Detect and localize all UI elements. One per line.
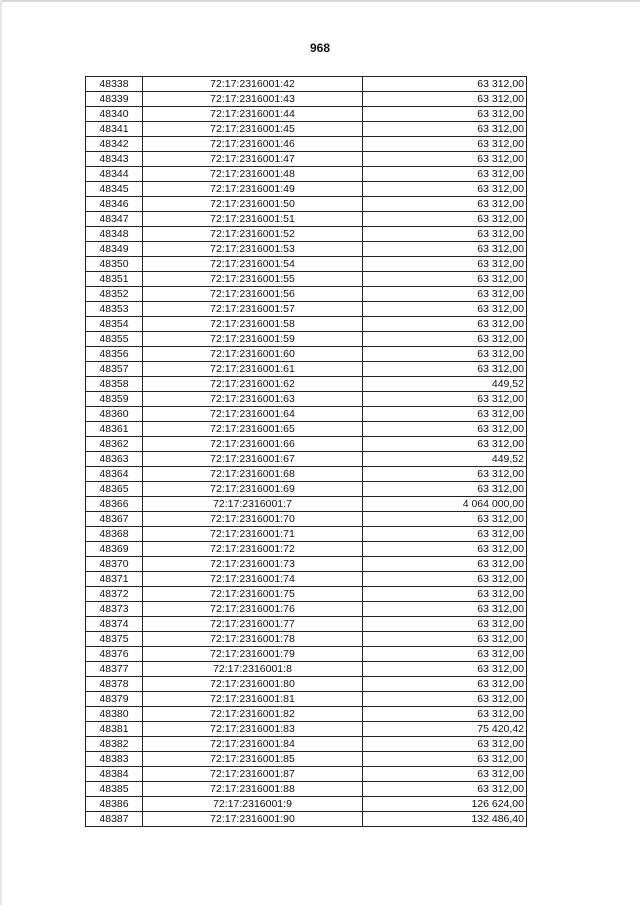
table-row	[86, 302, 527, 317]
cadastral-number-cell: 72:17:2316001:63	[143, 392, 363, 407]
row-number-cell: 48377	[86, 662, 143, 677]
value-cell: 63 312,00	[363, 257, 527, 272]
cadastral-number-cell: 72:17:2316001:61	[143, 362, 363, 377]
cadastral-number-cell: 72:17:2316001:80	[143, 677, 363, 692]
cadastral-number-cell: 72:17:2316001:85	[143, 752, 363, 767]
value-cell: 63 312,00	[363, 197, 527, 212]
row-number-cell: 48360	[86, 407, 143, 422]
value-cell: 63 312,00	[363, 107, 527, 122]
row-number-cell: 48382	[86, 737, 143, 752]
value-cell: 63 312,00	[363, 632, 527, 647]
cadastral-number-cell: 72:17:2316001:55	[143, 272, 363, 287]
table-row	[86, 362, 527, 377]
table-row	[86, 797, 527, 812]
row-number-cell: 48340	[86, 107, 143, 122]
table-row	[86, 542, 527, 557]
cadastral-number-cell: 72:17:2316001:8	[143, 662, 363, 677]
cadastral-number-cell: 72:17:2316001:65	[143, 422, 363, 437]
value-cell: 126 624,00	[363, 797, 527, 812]
value-cell: 63 312,00	[363, 302, 527, 317]
row-number-cell: 48365	[86, 482, 143, 497]
value-cell: 63 312,00	[363, 227, 527, 242]
value-cell: 63 312,00	[363, 122, 527, 137]
row-number-cell: 48375	[86, 632, 143, 647]
scan-edge-left	[0, 0, 2, 905]
value-cell: 63 312,00	[363, 332, 527, 347]
value-cell: 63 312,00	[363, 287, 527, 302]
row-number-cell: 48373	[86, 602, 143, 617]
cadastral-number-cell: 72:17:2316001:83	[143, 722, 363, 737]
row-number-cell: 48381	[86, 722, 143, 737]
table-row	[86, 122, 527, 137]
table-row	[86, 782, 527, 797]
table-row	[86, 482, 527, 497]
table-row	[86, 632, 527, 647]
table-row	[86, 752, 527, 767]
table-row	[86, 557, 527, 572]
table-row	[86, 257, 527, 272]
value-cell: 63 312,00	[363, 392, 527, 407]
row-number-cell: 48386	[86, 797, 143, 812]
row-number-cell: 48338	[86, 77, 143, 92]
table-row	[86, 242, 527, 257]
cadastral-number-cell: 72:17:2316001:59	[143, 332, 363, 347]
table-row	[86, 347, 527, 362]
cadastral-number-cell: 72:17:2316001:44	[143, 107, 363, 122]
table-row	[86, 407, 527, 422]
table-row	[86, 197, 527, 212]
row-number-cell: 48349	[86, 242, 143, 257]
cadastral-number-cell: 72:17:2316001:56	[143, 287, 363, 302]
row-number-cell: 48348	[86, 227, 143, 242]
cadastral-number-cell: 72:17:2316001:70	[143, 512, 363, 527]
value-cell: 63 312,00	[363, 77, 527, 92]
table-row	[86, 422, 527, 437]
row-number-cell: 48374	[86, 617, 143, 632]
table-row	[86, 512, 527, 527]
cadastral-number-cell: 72:17:2316001:48	[143, 167, 363, 182]
cadastral-number-cell: 72:17:2316001:50	[143, 197, 363, 212]
row-number-cell: 48372	[86, 587, 143, 602]
row-number-cell: 48353	[86, 302, 143, 317]
cadastral-number-cell: 72:17:2316001:57	[143, 302, 363, 317]
value-cell: 63 312,00	[363, 557, 527, 572]
value-cell: 63 312,00	[363, 482, 527, 497]
value-cell: 63 312,00	[363, 242, 527, 257]
table-row	[86, 722, 527, 737]
row-number-cell: 48363	[86, 452, 143, 467]
row-number-cell: 48347	[86, 212, 143, 227]
cadastral-number-cell: 72:17:2316001:53	[143, 242, 363, 257]
table-row	[86, 647, 527, 662]
table-row	[86, 92, 527, 107]
row-number-cell: 48383	[86, 752, 143, 767]
value-cell: 63 312,00	[363, 437, 527, 452]
value-cell: 63 312,00	[363, 752, 527, 767]
cadastral-number-cell: 72:17:2316001:78	[143, 632, 363, 647]
value-cell: 63 312,00	[363, 737, 527, 752]
row-number-cell: 48345	[86, 182, 143, 197]
row-number-cell: 48368	[86, 527, 143, 542]
row-number-cell: 48370	[86, 557, 143, 572]
cadastral-number-cell: 72:17:2316001:54	[143, 257, 363, 272]
row-number-cell: 48371	[86, 572, 143, 587]
table-row	[86, 587, 527, 602]
value-cell: 63 312,00	[363, 92, 527, 107]
cadastral-number-cell: 72:17:2316001:87	[143, 767, 363, 782]
value-cell: 63 312,00	[363, 422, 527, 437]
cadastral-number-cell: 72:17:2316001:45	[143, 122, 363, 137]
table-row	[86, 737, 527, 752]
row-number-cell: 48351	[86, 272, 143, 287]
table-row	[86, 182, 527, 197]
cadastral-number-cell: 72:17:2316001:58	[143, 317, 363, 332]
row-number-cell: 48366	[86, 497, 143, 512]
table-row	[86, 812, 527, 827]
value-cell: 63 312,00	[363, 272, 527, 287]
cadastral-number-cell: 72:17:2316001:62	[143, 377, 363, 392]
table-row	[86, 152, 527, 167]
cadastral-number-cell: 72:17:2316001:66	[143, 437, 363, 452]
cadastral-number-cell: 72:17:2316001:72	[143, 542, 363, 557]
value-cell: 63 312,00	[363, 347, 527, 362]
row-number-cell: 48339	[86, 92, 143, 107]
table-row	[86, 227, 527, 242]
table-row	[86, 77, 527, 92]
cadastral-number-cell: 72:17:2316001:49	[143, 182, 363, 197]
row-number-cell: 48387	[86, 812, 143, 827]
row-number-cell: 48384	[86, 767, 143, 782]
cadastral-number-cell: 72:17:2316001:71	[143, 527, 363, 542]
table-row	[86, 467, 527, 482]
row-number-cell: 48358	[86, 377, 143, 392]
row-number-cell: 48369	[86, 542, 143, 557]
value-cell: 449,52	[363, 377, 527, 392]
value-cell: 63 312,00	[363, 152, 527, 167]
cadastral-number-cell: 72:17:2316001:52	[143, 227, 363, 242]
cadastral-number-cell: 72:17:2316001:84	[143, 737, 363, 752]
cadastral-number-cell: 72:17:2316001:64	[143, 407, 363, 422]
value-cell: 63 312,00	[363, 542, 527, 557]
cadastral-number-cell: 72:17:2316001:47	[143, 152, 363, 167]
row-number-cell: 48341	[86, 122, 143, 137]
value-cell: 63 312,00	[363, 707, 527, 722]
row-number-cell: 48343	[86, 152, 143, 167]
value-cell: 63 312,00	[363, 212, 527, 227]
table-row	[86, 212, 527, 227]
value-cell: 63 312,00	[363, 407, 527, 422]
cadastral-number-cell: 72:17:2316001:46	[143, 137, 363, 152]
table-row	[86, 572, 527, 587]
value-cell: 63 312,00	[363, 362, 527, 377]
cadastral-number-cell: 72:17:2316001:88	[143, 782, 363, 797]
table-row	[86, 377, 527, 392]
value-cell: 449,52	[363, 452, 527, 467]
table-row	[86, 167, 527, 182]
cadastral-number-cell: 72:17:2316001:69	[143, 482, 363, 497]
cadastral-number-cell: 72:17:2316001:60	[143, 347, 363, 362]
value-cell: 63 312,00	[363, 602, 527, 617]
scan-edge-top	[0, 0, 640, 2]
value-cell: 63 312,00	[363, 467, 527, 482]
table-row	[86, 392, 527, 407]
row-number-cell: 48352	[86, 287, 143, 302]
table-row	[86, 137, 527, 152]
cadastral-number-cell: 72:17:2316001:42	[143, 77, 363, 92]
row-number-cell: 48379	[86, 692, 143, 707]
row-number-cell: 48356	[86, 347, 143, 362]
table-row	[86, 602, 527, 617]
value-cell: 63 312,00	[363, 572, 527, 587]
cadastral-number-cell: 72:17:2316001:77	[143, 617, 363, 632]
table-row	[86, 287, 527, 302]
cadastral-number-cell: 72:17:2316001:79	[143, 647, 363, 662]
cadastral-number-cell: 72:17:2316001:67	[143, 452, 363, 467]
value-cell: 63 312,00	[363, 767, 527, 782]
table-row	[86, 527, 527, 542]
value-cell: 63 312,00	[363, 512, 527, 527]
value-cell: 63 312,00	[363, 782, 527, 797]
table-row	[86, 617, 527, 632]
value-cell: 132 486,40	[363, 812, 527, 827]
value-cell: 75 420,42	[363, 722, 527, 737]
row-number-cell: 48378	[86, 677, 143, 692]
row-number-cell: 48344	[86, 167, 143, 182]
value-cell: 63 312,00	[363, 647, 527, 662]
value-cell: 63 312,00	[363, 182, 527, 197]
value-cell: 4 064 000,00	[363, 497, 527, 512]
cadastral-number-cell: 72:17:2316001:74	[143, 572, 363, 587]
page-number: 968	[309, 41, 331, 55]
row-number-cell: 48367	[86, 512, 143, 527]
value-cell: 63 312,00	[363, 137, 527, 152]
row-number-cell: 48342	[86, 137, 143, 152]
row-number-cell: 48350	[86, 257, 143, 272]
table-row	[86, 452, 527, 467]
table-row	[86, 317, 527, 332]
table-row	[86, 707, 527, 722]
row-number-cell: 48364	[86, 467, 143, 482]
row-number-cell: 48361	[86, 422, 143, 437]
cadastral-number-cell: 72:17:2316001:51	[143, 212, 363, 227]
value-cell: 63 312,00	[363, 527, 527, 542]
value-cell: 63 312,00	[363, 662, 527, 677]
registry-table	[85, 76, 527, 827]
value-cell: 63 312,00	[363, 692, 527, 707]
row-number-cell: 48385	[86, 782, 143, 797]
table-row	[86, 767, 527, 782]
value-cell: 63 312,00	[363, 317, 527, 332]
cadastral-number-cell: 72:17:2316001:81	[143, 692, 363, 707]
cadastral-number-cell: 72:17:2316001:76	[143, 602, 363, 617]
table-row	[86, 272, 527, 287]
row-number-cell: 48376	[86, 647, 143, 662]
cadastral-number-cell: 72:17:2316001:73	[143, 557, 363, 572]
value-cell: 63 312,00	[363, 617, 527, 632]
cadastral-number-cell: 72:17:2316001:9	[143, 797, 363, 812]
row-number-cell: 48362	[86, 437, 143, 452]
row-number-cell: 48380	[86, 707, 143, 722]
value-cell: 63 312,00	[363, 677, 527, 692]
cadastral-number-cell: 72:17:2316001:75	[143, 587, 363, 602]
cadastral-number-cell: 72:17:2316001:68	[143, 467, 363, 482]
row-number-cell: 48346	[86, 197, 143, 212]
table-row	[86, 677, 527, 692]
table-row	[86, 107, 527, 122]
row-number-cell: 48354	[86, 317, 143, 332]
cadastral-number-cell: 72:17:2316001:43	[143, 92, 363, 107]
value-cell: 63 312,00	[363, 587, 527, 602]
table-row	[86, 437, 527, 452]
table-row	[86, 692, 527, 707]
row-number-cell: 48359	[86, 392, 143, 407]
cadastral-number-cell: 72:17:2316001:90	[143, 812, 363, 827]
cadastral-number-cell: 72:17:2316001:82	[143, 707, 363, 722]
table-row	[86, 497, 527, 512]
registry-table-body	[86, 77, 527, 827]
cadastral-number-cell: 72:17:2316001:7	[143, 497, 363, 512]
table-row	[86, 662, 527, 677]
row-number-cell: 48355	[86, 332, 143, 347]
value-cell: 63 312,00	[363, 167, 527, 182]
row-number-cell: 48357	[86, 362, 143, 377]
table-row	[86, 332, 527, 347]
